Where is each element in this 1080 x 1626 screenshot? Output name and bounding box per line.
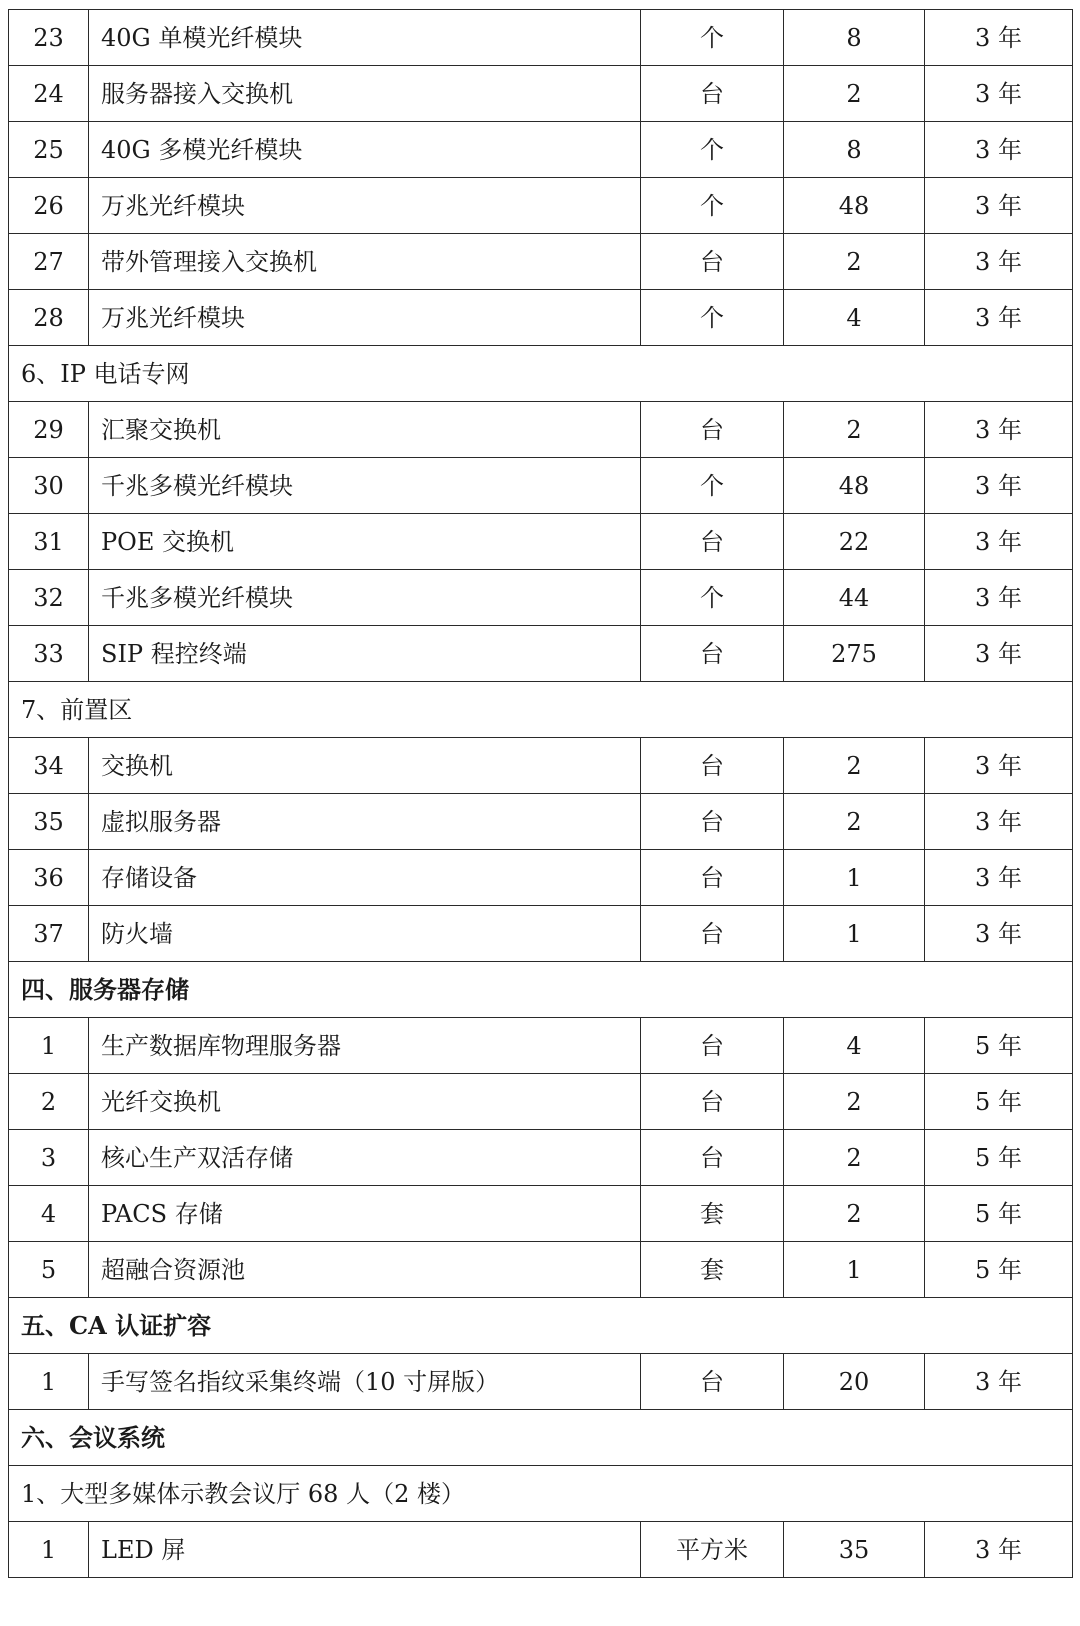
item-unit: 台 [641, 1354, 784, 1410]
table-row [9, 66, 1073, 122]
item-quantity: 1 [784, 1242, 925, 1298]
item-name: 存储设备 [89, 850, 641, 906]
item-number: 1 [9, 1018, 89, 1074]
section-title: 7、前置区 [9, 682, 1073, 738]
item-number: 4 [9, 1186, 89, 1242]
table-row [9, 234, 1073, 290]
item-warranty: 3 年 [925, 10, 1073, 66]
item-unit: 台 [641, 66, 784, 122]
item-warranty: 3 年 [925, 234, 1073, 290]
item-quantity: 2 [784, 794, 925, 850]
item-name: LED 屏 [89, 1522, 641, 1578]
table-row [9, 1354, 1073, 1410]
item-warranty: 3 年 [925, 906, 1073, 962]
item-unit: 台 [641, 1074, 784, 1130]
table-row [9, 794, 1073, 850]
section-row [9, 1410, 1073, 1466]
table-row [9, 1186, 1073, 1242]
section-title: 五、CA 认证扩容 [9, 1298, 1073, 1354]
item-number: 25 [9, 122, 89, 178]
item-unit: 个 [641, 10, 784, 66]
table-row [9, 1018, 1073, 1074]
item-quantity: 1 [784, 906, 925, 962]
item-quantity: 2 [784, 1130, 925, 1186]
item-unit: 个 [641, 122, 784, 178]
item-quantity: 275 [784, 626, 925, 682]
item-number: 28 [9, 290, 89, 346]
table-row [9, 122, 1073, 178]
table-row [9, 570, 1073, 626]
item-name: 虚拟服务器 [89, 794, 641, 850]
item-unit: 台 [641, 906, 784, 962]
item-quantity: 44 [784, 570, 925, 626]
item-name: 核心生产双活存储 [89, 1130, 641, 1186]
item-number: 36 [9, 850, 89, 906]
item-name: 光纤交换机 [89, 1074, 641, 1130]
item-unit: 台 [641, 514, 784, 570]
item-number: 3 [9, 1130, 89, 1186]
item-unit: 个 [641, 570, 784, 626]
item-warranty: 3 年 [925, 402, 1073, 458]
item-warranty: 5 年 [925, 1018, 1073, 1074]
section-row [9, 1466, 1073, 1522]
item-warranty: 3 年 [925, 514, 1073, 570]
item-name: 千兆多模光纤模块 [89, 458, 641, 514]
table-row [9, 738, 1073, 794]
item-warranty: 5 年 [925, 1242, 1073, 1298]
item-warranty: 3 年 [925, 66, 1073, 122]
section-title: 四、服务器存储 [9, 962, 1073, 1018]
item-quantity: 48 [784, 458, 925, 514]
item-number: 31 [9, 514, 89, 570]
item-name: 交换机 [89, 738, 641, 794]
equipment-table [8, 9, 1073, 1578]
item-unit: 台 [641, 850, 784, 906]
item-quantity: 8 [784, 10, 925, 66]
item-name: 带外管理接入交换机 [89, 234, 641, 290]
item-number: 5 [9, 1242, 89, 1298]
item-quantity: 20 [784, 1354, 925, 1410]
item-warranty: 3 年 [925, 626, 1073, 682]
item-warranty: 5 年 [925, 1074, 1073, 1130]
item-quantity: 4 [784, 290, 925, 346]
item-quantity: 35 [784, 1522, 925, 1578]
item-unit: 个 [641, 290, 784, 346]
table-row [9, 290, 1073, 346]
item-unit: 台 [641, 738, 784, 794]
item-number: 33 [9, 626, 89, 682]
item-number: 30 [9, 458, 89, 514]
table-row [9, 906, 1073, 962]
item-warranty: 3 年 [925, 850, 1073, 906]
item-name: 40G 单模光纤模块 [89, 10, 641, 66]
item-unit: 个 [641, 458, 784, 514]
item-warranty: 3 年 [925, 290, 1073, 346]
table-row [9, 402, 1073, 458]
item-number: 24 [9, 66, 89, 122]
item-quantity: 48 [784, 178, 925, 234]
item-quantity: 2 [784, 234, 925, 290]
item-number: 37 [9, 906, 89, 962]
item-unit: 套 [641, 1186, 784, 1242]
item-number: 27 [9, 234, 89, 290]
item-quantity: 2 [784, 1186, 925, 1242]
item-name: PACS 存储 [89, 1186, 641, 1242]
item-quantity: 2 [784, 1074, 925, 1130]
item-name: 万兆光纤模块 [89, 290, 641, 346]
item-unit: 平方米 [641, 1522, 784, 1578]
item-unit: 台 [641, 234, 784, 290]
item-number: 34 [9, 738, 89, 794]
item-name: 防火墙 [89, 906, 641, 962]
item-warranty: 3 年 [925, 738, 1073, 794]
item-warranty: 5 年 [925, 1186, 1073, 1242]
item-warranty: 3 年 [925, 458, 1073, 514]
item-number: 2 [9, 1074, 89, 1130]
item-unit: 台 [641, 402, 784, 458]
equipment-table-body [9, 10, 1073, 1578]
item-unit: 台 [641, 1130, 784, 1186]
item-name: 千兆多模光纤模块 [89, 570, 641, 626]
section-row [9, 962, 1073, 1018]
item-name: 生产数据库物理服务器 [89, 1018, 641, 1074]
item-warranty: 3 年 [925, 1522, 1073, 1578]
item-warranty: 3 年 [925, 178, 1073, 234]
section-title: 六、会议系统 [9, 1410, 1073, 1466]
item-name: SIP 程控终端 [89, 626, 641, 682]
item-quantity: 1 [784, 850, 925, 906]
item-number: 35 [9, 794, 89, 850]
item-unit: 个 [641, 178, 784, 234]
item-unit: 台 [641, 794, 784, 850]
section-row [9, 1298, 1073, 1354]
item-name: POE 交换机 [89, 514, 641, 570]
table-row [9, 10, 1073, 66]
item-number: 1 [9, 1522, 89, 1578]
table-row [9, 458, 1073, 514]
table-row [9, 1522, 1073, 1578]
item-warranty: 3 年 [925, 122, 1073, 178]
item-warranty: 3 年 [925, 570, 1073, 626]
item-name: 汇聚交换机 [89, 402, 641, 458]
item-quantity: 4 [784, 1018, 925, 1074]
item-quantity: 22 [784, 514, 925, 570]
item-unit: 台 [641, 1018, 784, 1074]
table-row [9, 850, 1073, 906]
item-unit: 套 [641, 1242, 784, 1298]
item-number: 23 [9, 10, 89, 66]
item-number: 1 [9, 1354, 89, 1410]
item-quantity: 2 [784, 66, 925, 122]
section-row [9, 346, 1073, 402]
section-title: 1、大型多媒体示教会议厅 68 人（2 楼） [9, 1466, 1073, 1522]
item-name: 万兆光纤模块 [89, 178, 641, 234]
item-number: 26 [9, 178, 89, 234]
item-quantity: 2 [784, 402, 925, 458]
table-row [9, 1242, 1073, 1298]
item-name: 40G 多模光纤模块 [89, 122, 641, 178]
table-row [9, 1074, 1073, 1130]
table-row [9, 178, 1073, 234]
item-name: 服务器接入交换机 [89, 66, 641, 122]
section-title: 6、IP 电话专网 [9, 346, 1073, 402]
item-unit: 台 [641, 626, 784, 682]
item-warranty: 3 年 [925, 794, 1073, 850]
item-quantity: 2 [784, 738, 925, 794]
item-name: 超融合资源池 [89, 1242, 641, 1298]
item-number: 32 [9, 570, 89, 626]
table-row [9, 626, 1073, 682]
item-warranty: 3 年 [925, 1354, 1073, 1410]
item-warranty: 5 年 [925, 1130, 1073, 1186]
item-quantity: 8 [784, 122, 925, 178]
item-name: 手写签名指纹采集终端（10 寸屏版） [89, 1354, 641, 1410]
table-row [9, 514, 1073, 570]
table-row [9, 1130, 1073, 1186]
section-row [9, 682, 1073, 738]
item-number: 29 [9, 402, 89, 458]
